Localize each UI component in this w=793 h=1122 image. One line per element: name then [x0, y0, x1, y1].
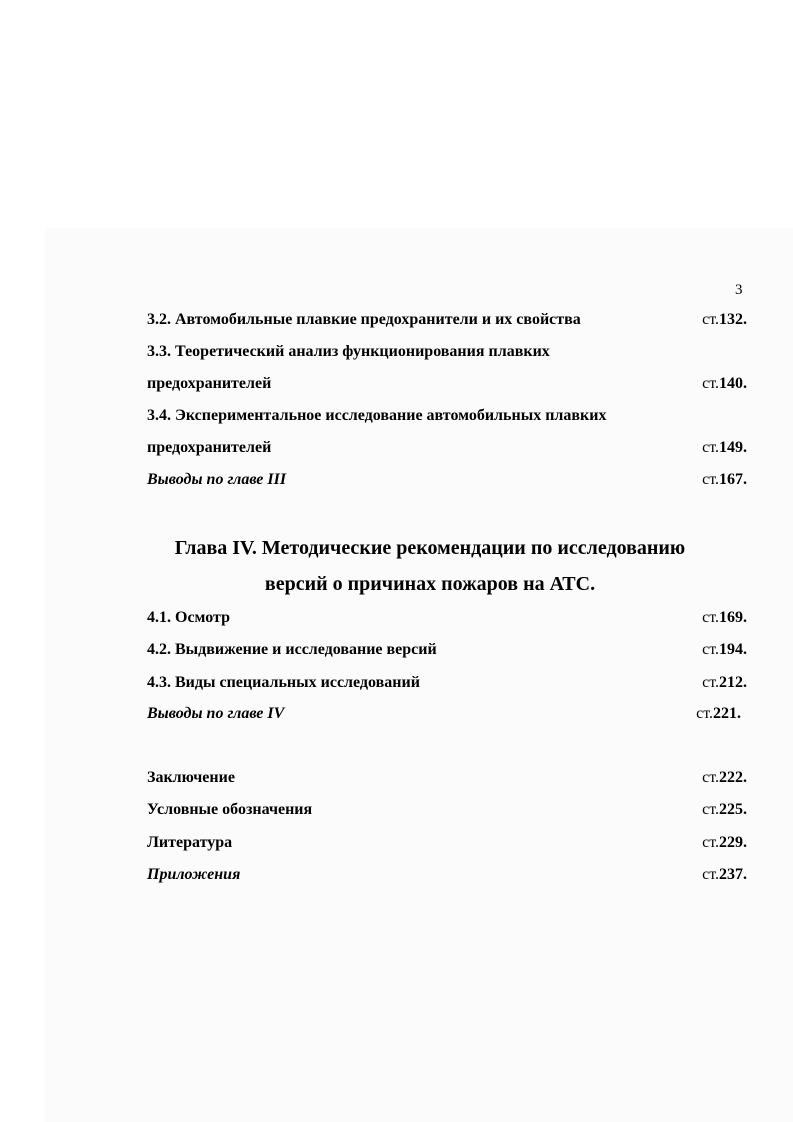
toc-entry-title: Литература: [147, 834, 233, 851]
toc-entry-page: ст.212.: [702, 674, 747, 691]
toc-entry-title: предохранителей: [147, 375, 272, 392]
toc-entry-title: Приложения: [147, 866, 241, 883]
toc-entry-title: 4.2. Выдвижение и исследование версий: [147, 641, 437, 658]
toc-entry-title: 4.1. Осмотр: [147, 609, 230, 626]
toc-entry-page: ст.222.: [702, 769, 747, 786]
page-number: 3: [735, 282, 743, 298]
toc-entry-page: ст.221.: [696, 705, 741, 722]
toc-entry-title: Условные обозначения: [147, 801, 313, 818]
toc-entry-page: ст.167.: [702, 471, 747, 488]
toc-entry-page: ст.140.: [702, 375, 747, 392]
toc-entry-page: ст.229.: [702, 834, 747, 851]
chapter-4-heading-line1: Глава IV. Методические рекомендации по исследованию: [174, 537, 686, 559]
toc-entry-title: 4.3. Виды специальных исследований: [147, 674, 420, 691]
toc-entry-page: ст.237.: [702, 866, 747, 883]
toc-entry-page: ст.225.: [702, 801, 747, 818]
toc-entry-title: 3.3. Теоретический анализ функционирования плавких: [147, 343, 550, 360]
toc-entry-title: 3.4. Экспериментальное исследование автомобильных плавких: [147, 407, 607, 424]
toc-entry-page: ст.149.: [702, 439, 747, 456]
toc-entry-title: предохранителей: [147, 439, 272, 456]
toc-entry-page: ст.132.: [702, 311, 747, 328]
toc-entry-title: 3.2. Автомобильные плавкие предохранители и их свойства: [147, 311, 581, 328]
toc-entry-title: Выводы по главе IV: [147, 705, 285, 722]
chapter-4-heading-line2: версий о причинах пожаров на АТС.: [264, 573, 596, 595]
toc-entry-page: ст.169.: [702, 609, 747, 626]
toc-entry-page: ст.194.: [702, 641, 747, 658]
toc-entry-title: Заключение: [147, 769, 235, 786]
toc-entry-title: Выводы по главе III: [147, 471, 287, 488]
